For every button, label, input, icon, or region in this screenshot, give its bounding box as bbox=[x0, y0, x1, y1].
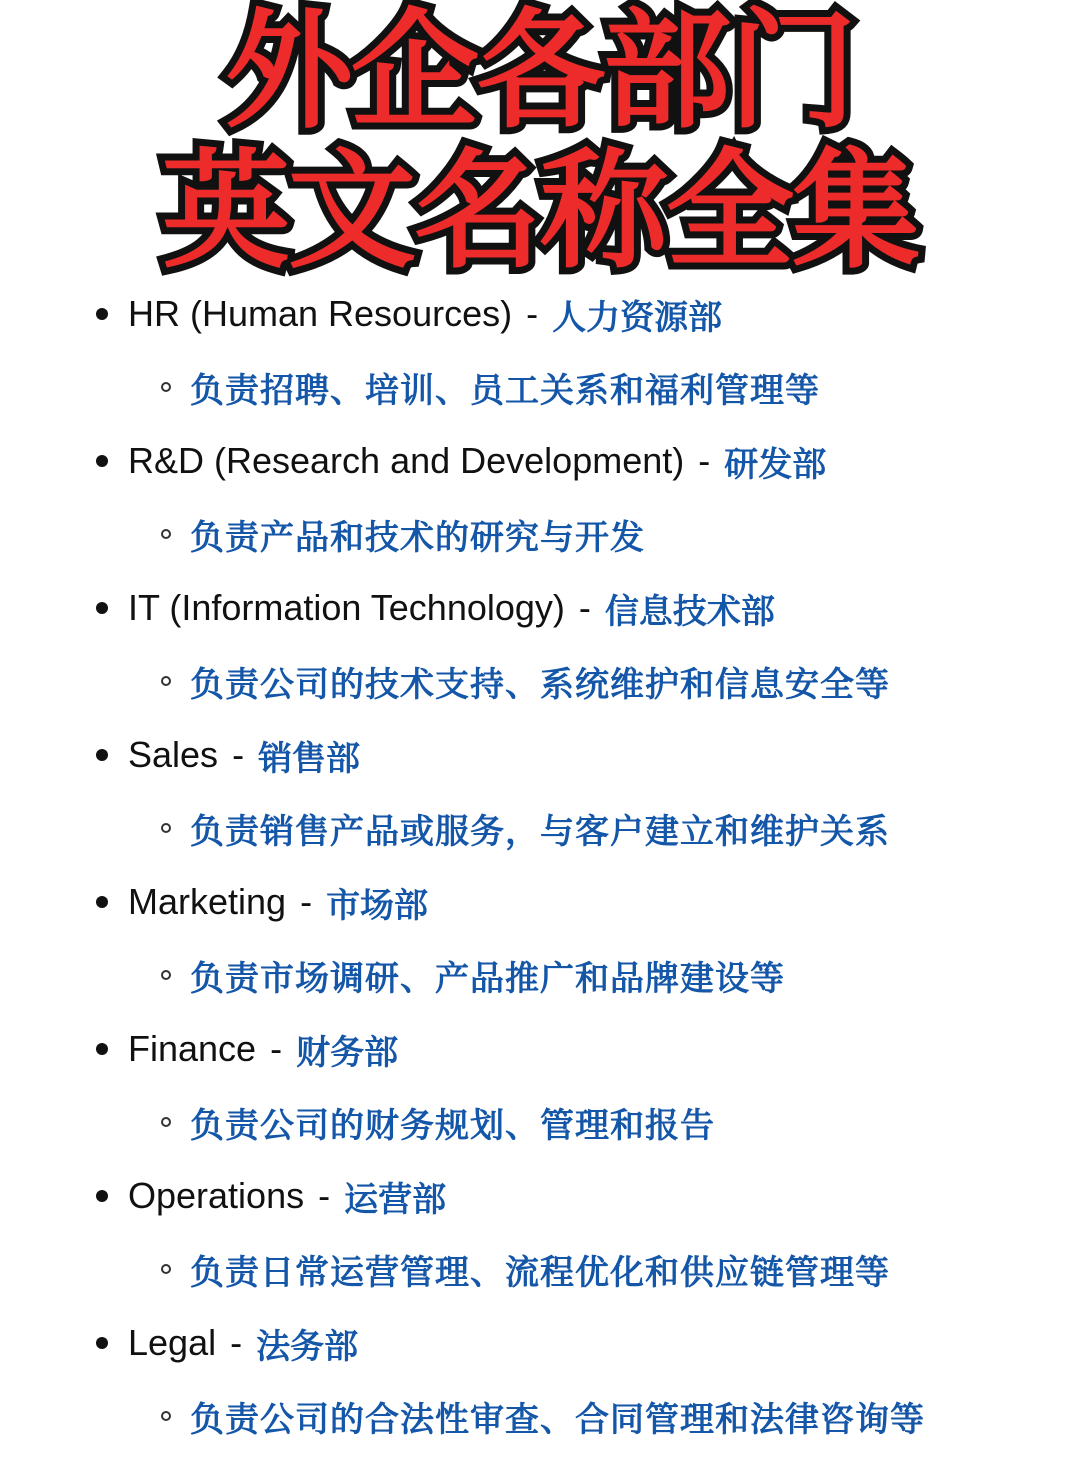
department-description-row bbox=[0, 943, 1080, 1007]
department-description-row bbox=[0, 649, 1080, 713]
department-chinese-name: 市场部 bbox=[326, 885, 429, 926]
separator: - bbox=[270, 1028, 283, 1069]
department-item bbox=[0, 1311, 1080, 1458]
bullet-dot-icon bbox=[96, 1190, 108, 1202]
department-description: 负责公司的技术支持、系统维护和信息安全等 bbox=[190, 664, 890, 705]
department-description-row bbox=[0, 502, 1080, 566]
department-chinese-name: 财务部 bbox=[296, 1032, 399, 1073]
department-item bbox=[0, 576, 1080, 723]
department-chinese-name: 销售部 bbox=[258, 738, 361, 779]
bullet-dot-icon bbox=[96, 896, 108, 908]
department-chinese-name: 研发部 bbox=[724, 444, 827, 485]
department-description: 负责日常运营管理、流程优化和供应链管理等 bbox=[190, 1252, 890, 1293]
department-heading bbox=[0, 282, 1080, 346]
department-item bbox=[0, 282, 1080, 429]
department-heading bbox=[0, 1164, 1080, 1228]
separator: - bbox=[578, 587, 591, 628]
separator: - bbox=[698, 440, 711, 481]
department-description-row bbox=[0, 1090, 1080, 1154]
separator: - bbox=[232, 734, 245, 775]
department-heading bbox=[0, 1017, 1080, 1081]
hollow-circle-bullet-icon bbox=[161, 1264, 171, 1274]
department-english-name: Finance bbox=[128, 1028, 257, 1069]
department-heading bbox=[0, 429, 1080, 493]
hollow-circle-bullet-icon bbox=[161, 382, 171, 392]
department-english-name: R&D (Research and Development) bbox=[128, 440, 685, 481]
department-chinese-name: 人力资源部 bbox=[552, 297, 723, 338]
separator: - bbox=[318, 1175, 331, 1216]
department-english-name: Marketing bbox=[128, 881, 287, 922]
department-list bbox=[0, 282, 1080, 1458]
hollow-circle-bullet-icon bbox=[161, 676, 171, 686]
department-description: 负责公司的财务规划、管理和报告 bbox=[190, 1105, 715, 1146]
bullet-dot-icon bbox=[96, 602, 108, 614]
department-heading bbox=[0, 870, 1080, 934]
hollow-circle-bullet-icon bbox=[161, 1117, 171, 1127]
department-item bbox=[0, 723, 1080, 870]
department-description-row bbox=[0, 1237, 1080, 1301]
title-line-2: 英文名称全集 bbox=[161, 137, 918, 286]
department-english-name: Operations bbox=[128, 1175, 305, 1216]
department-chinese-name: 运营部 bbox=[344, 1179, 447, 1220]
separator: - bbox=[300, 881, 313, 922]
department-heading bbox=[0, 576, 1080, 640]
department-heading bbox=[0, 1311, 1080, 1375]
bullet-dot-icon bbox=[96, 308, 108, 320]
department-item bbox=[0, 870, 1080, 1017]
bullet-dot-icon bbox=[96, 1337, 108, 1349]
department-description-row bbox=[0, 796, 1080, 860]
hollow-circle-bullet-icon bbox=[161, 529, 171, 539]
department-chinese-name: 法务部 bbox=[256, 1326, 359, 1367]
department-item bbox=[0, 1164, 1080, 1311]
department-description-row bbox=[0, 355, 1080, 419]
department-description: 负责产品和技术的研究与开发 bbox=[190, 517, 645, 558]
hollow-circle-bullet-icon bbox=[161, 823, 171, 833]
department-item bbox=[0, 429, 1080, 576]
department-description-row bbox=[0, 1384, 1080, 1448]
department-description: 负责销售产品或服务，与客户建立和维护关系 bbox=[190, 811, 890, 852]
department-english-name: HR (Human Resources) bbox=[128, 293, 513, 334]
department-english-name: Sales bbox=[128, 734, 219, 775]
department-english-name: IT (Information Technology) bbox=[128, 587, 565, 628]
bullet-dot-icon bbox=[96, 749, 108, 761]
department-description: 负责公司的合法性审查、合同管理和法律咨询等 bbox=[190, 1399, 925, 1440]
department-chinese-name: 信息技术部 bbox=[604, 591, 775, 632]
department-item bbox=[0, 1017, 1080, 1164]
hollow-circle-bullet-icon bbox=[161, 1411, 171, 1421]
department-heading bbox=[0, 723, 1080, 787]
bullet-dot-icon bbox=[96, 1043, 108, 1055]
title-line-1: 外企各部门 bbox=[224, 0, 855, 146]
department-description: 负责招聘、培训、员工关系和福利管理等 bbox=[190, 370, 820, 411]
department-description: 负责市场调研、产品推广和品牌建设等 bbox=[190, 958, 785, 999]
hollow-circle-bullet-icon bbox=[161, 970, 171, 980]
title-block bbox=[0, 0, 1080, 290]
bullet-dot-icon bbox=[96, 455, 108, 467]
separator: - bbox=[526, 293, 539, 334]
department-english-name: Legal bbox=[128, 1322, 217, 1363]
separator: - bbox=[230, 1322, 243, 1363]
